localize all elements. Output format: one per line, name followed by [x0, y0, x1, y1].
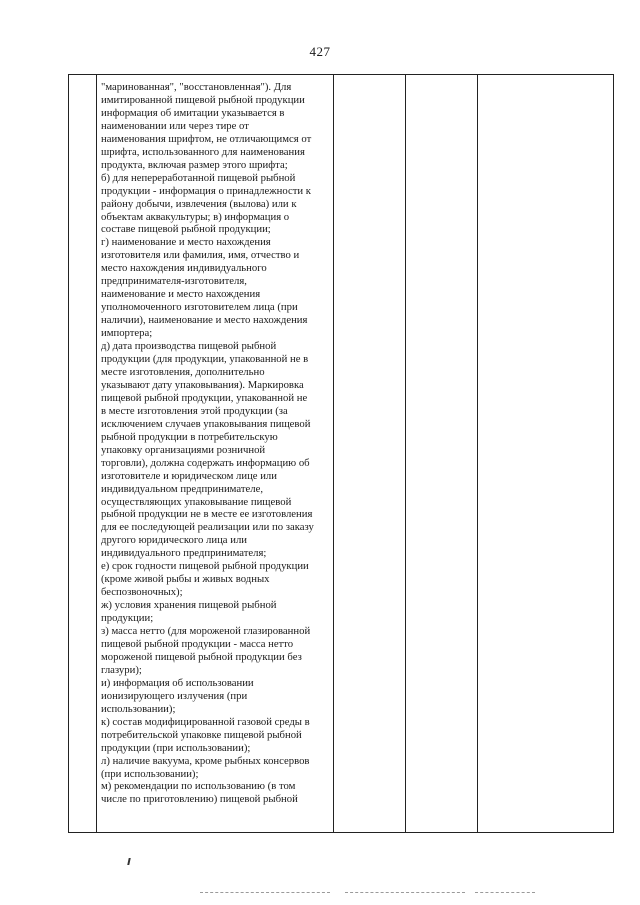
page-number: 427	[309, 44, 331, 59]
table-cell-empty-3-text	[478, 75, 613, 81]
table-cell-empty-2-text	[406, 75, 477, 81]
table-cell-empty-3	[478, 75, 614, 833]
footer-divider	[345, 892, 465, 893]
table-cell-index-text	[69, 75, 96, 81]
requirement-text: "маринованная", "восстановленная"). Для имитированной пищевой рыбной продукции информация об имитации указывается в наименовании или через тире от наименования шрифтом, не отличающимся от шрифта, использованного для наименования продукта, включая размер этого шрифта; б) для непереработанной пищевой рыбной продукции - информация о принадлежности к району добычи, извлечения (вылова) или к объектам аквакультуры; в) информация о составе пищевой рыбной продукции; г) наименование и место нахождения изготовителя или фамилия, имя, отчество и место нахождения индивидуального предпринимателя-изготовителя, наименование и место нахождения уполномоченного изготовителем лица (при наличии), наименование и место нахождения импортера; д) дата производства пищевой рыбной продукции (для продукции, упакованной не в месте изготовления, дополнительно указывают дату упаковывания). Маркировка пищевой рыбной продукции, упакованной не в месте изготовления этой продукции (за исключением случаев упаковывания пищевой рыбной продукции в потребительскую упаковку организациями розничной торговли), должна содержать информацию об изготовителе и юридическом лице или индивидуальном предпринимателе, осуществляющих упаковывание пищевой рыбной продукции не в месте ее изготовления для ее последующей реализации или по заказу другого юридического лица или индивидуального предпринимателя; е) срок годности пищевой рыбной продукции (кроме живой рыбы и живых водных беспозвоночных); ж) условия хранения пищевой рыбной продукции; з) масса нетто (для мороженой глазированной пищевой рыбной продукции - масса нетто мороженой пищевой рыбной продукции без глазури); и) информация об использовании ионизирующего излучения (при использовании); к) состав модифицированной газовой среды в потребительской упаковке пищевой рыбной продукции (при использовании); л) наличие вакуума, кроме рыбных консервов (при использовании); м) рекомендации по использованию (в том числе по приготовлению) пищевой рыбной	[101, 81, 314, 806]
table-cell-index	[69, 75, 97, 833]
requirements-table	[68, 74, 614, 833]
footer-divider	[475, 892, 535, 893]
scan-mark	[127, 858, 130, 865]
table-cell-empty-1	[334, 75, 406, 833]
footer-divider	[200, 892, 330, 893]
table-cell-empty-2	[406, 75, 478, 833]
table-row	[69, 75, 614, 833]
table-cell-requirement	[97, 75, 334, 833]
table-cell-empty-1-text	[334, 75, 405, 81]
